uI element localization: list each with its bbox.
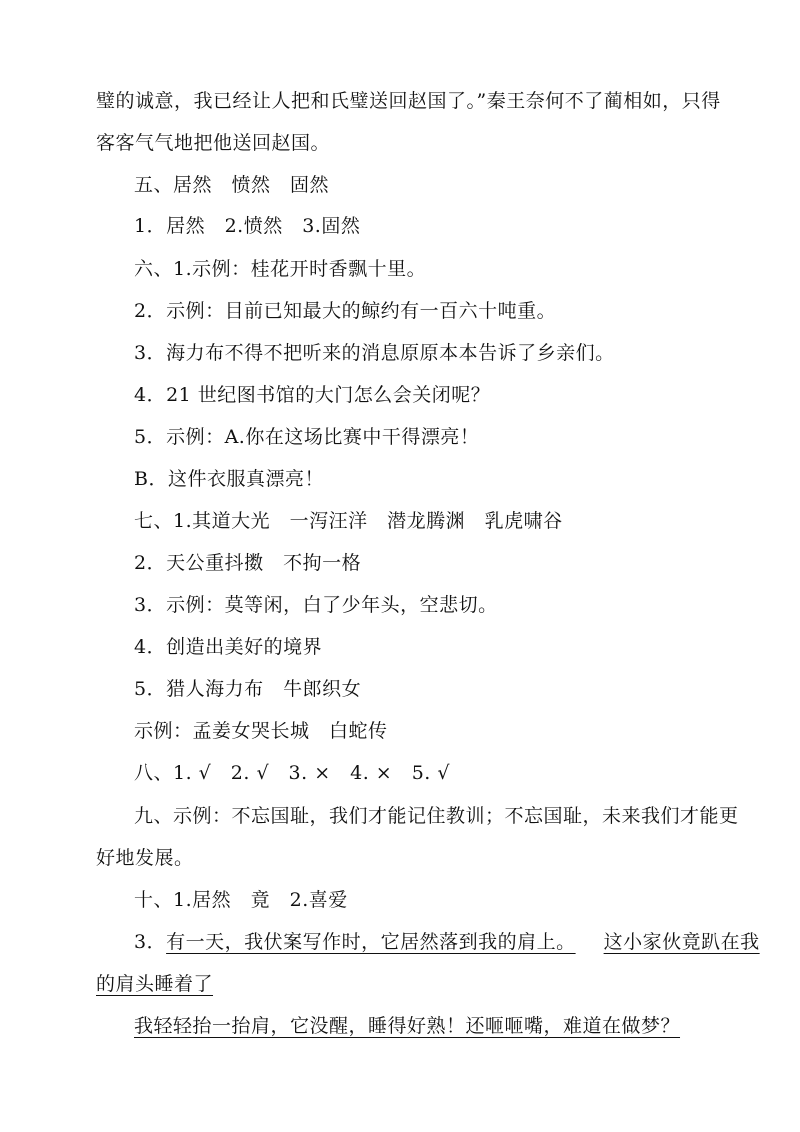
section-heading: 八、1. √ 2. √ 3. × 4. × 5. √: [134, 762, 450, 784]
answer-line: 1．居然 2.愤然 3.固然: [134, 215, 361, 237]
underlined-sentence: 有一天，我伏案写作时，它居然落到我的肩上。: [166, 931, 576, 953]
section-heading: 十、1.居然 竟 2.喜爱: [134, 889, 348, 911]
answer-line: [134, 929, 760, 955]
answer-line: B．这件衣服真漂亮！: [134, 468, 324, 490]
section-heading: 五、居然 愤然 固然: [134, 174, 330, 196]
section-heading: 六、1.示例：桂花开时香飘十里。: [134, 258, 427, 280]
answer-line: 5．猎人海力布 牛郎织女: [134, 678, 362, 700]
answer-line: 3．示例：莫等闲，白了少年头，空悲切。: [134, 594, 498, 616]
section-heading: 九、示例：不忘国耻，我们才能记住教训；不忘国耻，未来我们才能更: [134, 805, 739, 827]
text-line: [96, 971, 213, 997]
underlined-sentence: 我轻轻抬一抬肩，它没醒，睡得好熟！还咂咂嘴，难道在做梦？: [134, 1015, 681, 1037]
underlined-sentence: 的肩头睡着了: [96, 973, 214, 995]
text-line: 客客气气地把他送回赵国。: [96, 132, 331, 154]
answer-line: 4．21 世纪图书馆的大门怎么会关闭呢？: [134, 384, 491, 406]
answer-line: 3．海力布不得不把听来的消息原原本本告诉了乡亲们。: [134, 342, 615, 364]
text-line: 好地发展。: [96, 847, 194, 869]
answer-line: 2．示例：目前已知最大的鲸约有一百六十吨重。: [134, 300, 557, 322]
text-line: [134, 1013, 680, 1039]
section-heading: 七、1.其道大光 一泻汪洋 潜龙腾渊 乳虎啸谷: [134, 510, 563, 532]
answer-line: 2．天公重抖擞 不拘一格: [134, 552, 362, 574]
answer-line: 示例：孟姜女哭长城 白蛇传: [134, 720, 388, 742]
underlined-sentence: 这小家伙竟趴在我: [603, 931, 760, 953]
text-line: 璧的诚意，我已经让人把和氏璧送回赵国了。”秦王奈何不了蔺相如，只得: [96, 90, 721, 112]
answer-number: 3．: [134, 931, 167, 953]
answer-line: 4．创造出美好的境界: [134, 636, 323, 658]
answer-line: 5．示例：A.你在这场比赛中干得漂亮！: [134, 426, 480, 448]
